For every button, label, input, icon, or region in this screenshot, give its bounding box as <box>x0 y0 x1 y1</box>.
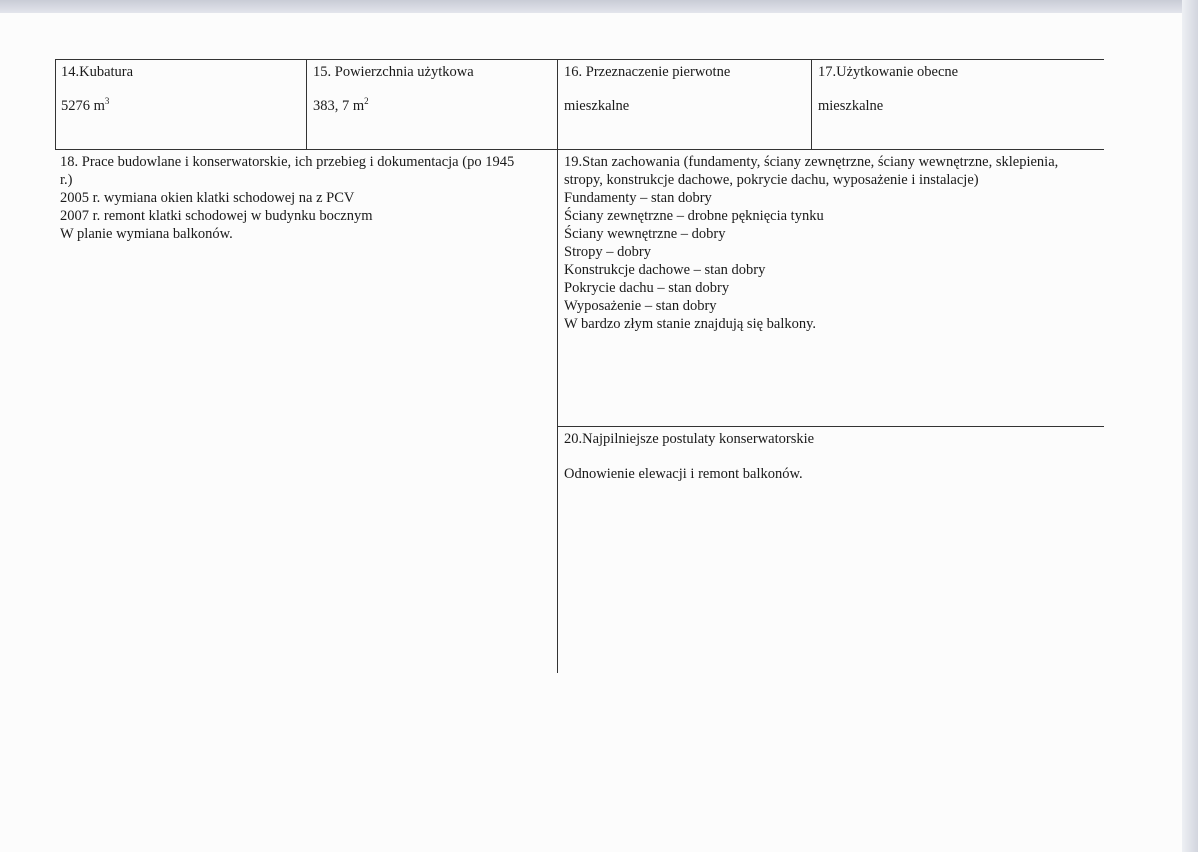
kubatura-unit-sup: 3 <box>104 96 110 107</box>
powierzchnia-unit-sup: 2 <box>364 96 369 107</box>
scan-top-edge <box>0 0 1198 13</box>
prace-item: 2005 r. wymiana okien klatki schodowej na z PCV <box>60 190 355 206</box>
table-top-border <box>55 59 1104 60</box>
col-divider-1 <box>306 59 307 150</box>
postulaty-value: Odnowienie elewacji i remont balkonów. <box>564 466 803 482</box>
powierzchnia-label: 15. Powierzchnia użytkowa <box>313 64 474 80</box>
document-page <box>0 13 1182 852</box>
stan-item: Pokrycie dachu – stan dobry <box>564 280 730 296</box>
stan-section <box>564 153 1058 333</box>
stan-item: W bardzo złym stanie znajdują się balkony. <box>564 316 817 332</box>
uzytkowanie-value: mieszkalne <box>818 98 884 114</box>
uzytkowanie-label: 17.Użytkowanie obecne <box>818 64 959 80</box>
powierzchnia-value <box>313 97 369 115</box>
postulaty-top-border <box>557 426 1104 427</box>
prace-section <box>60 153 514 243</box>
stan-item: Wyposażenie – stan dobry <box>564 298 717 314</box>
kubatura-value-text: 5276 m <box>61 98 105 114</box>
col-divider-3 <box>811 59 812 150</box>
scan-right-edge <box>1182 0 1198 852</box>
stan-label-line2: stropy, konstrukcje dachowe, pokrycie dachu, wyposażenie i instalacje) <box>564 172 979 188</box>
stan-item: Ściany zewnętrzne – drobne pęknięcia tynku <box>564 208 824 224</box>
stan-item: Ściany wewnętrzne – dobry <box>564 226 726 242</box>
prace-item: W planie wymiana balkonów. <box>60 226 233 242</box>
postulaty-label: 20.Najpilniejsze postulaty konserwatorskie <box>564 431 815 447</box>
kubatura-value <box>61 97 109 115</box>
col-divider-2 <box>557 59 558 673</box>
stan-item: Stropy – dobry <box>564 244 651 260</box>
table-row-divider <box>55 149 1104 150</box>
kubatura-label: 14.Kubatura <box>61 64 134 80</box>
prace-label-line1: 18. Prace budowlane i konserwatorskie, ich przebieg i dokumentacja (po 1945 <box>60 154 515 170</box>
przeznaczenie-label: 16. Przeznaczenie pierwotne <box>564 64 731 80</box>
stan-item: Konstrukcje dachowe – stan dobry <box>564 262 766 278</box>
stan-label-line1: 19.Stan zachowania (fundamenty, ściany zewnętrzne, ściany wewnętrzne, sklepienia, <box>564 154 1059 170</box>
powierzchnia-value-text: 383, 7 m <box>313 98 365 114</box>
przeznaczenie-value: mieszkalne <box>564 98 630 114</box>
prace-item: 2007 r. remont klatki schodowej w budynku bocznym <box>60 208 373 224</box>
table-left-border <box>55 59 56 150</box>
prace-label-line2: r.) <box>60 172 73 188</box>
stan-item: Fundamenty – stan dobry <box>564 190 712 206</box>
